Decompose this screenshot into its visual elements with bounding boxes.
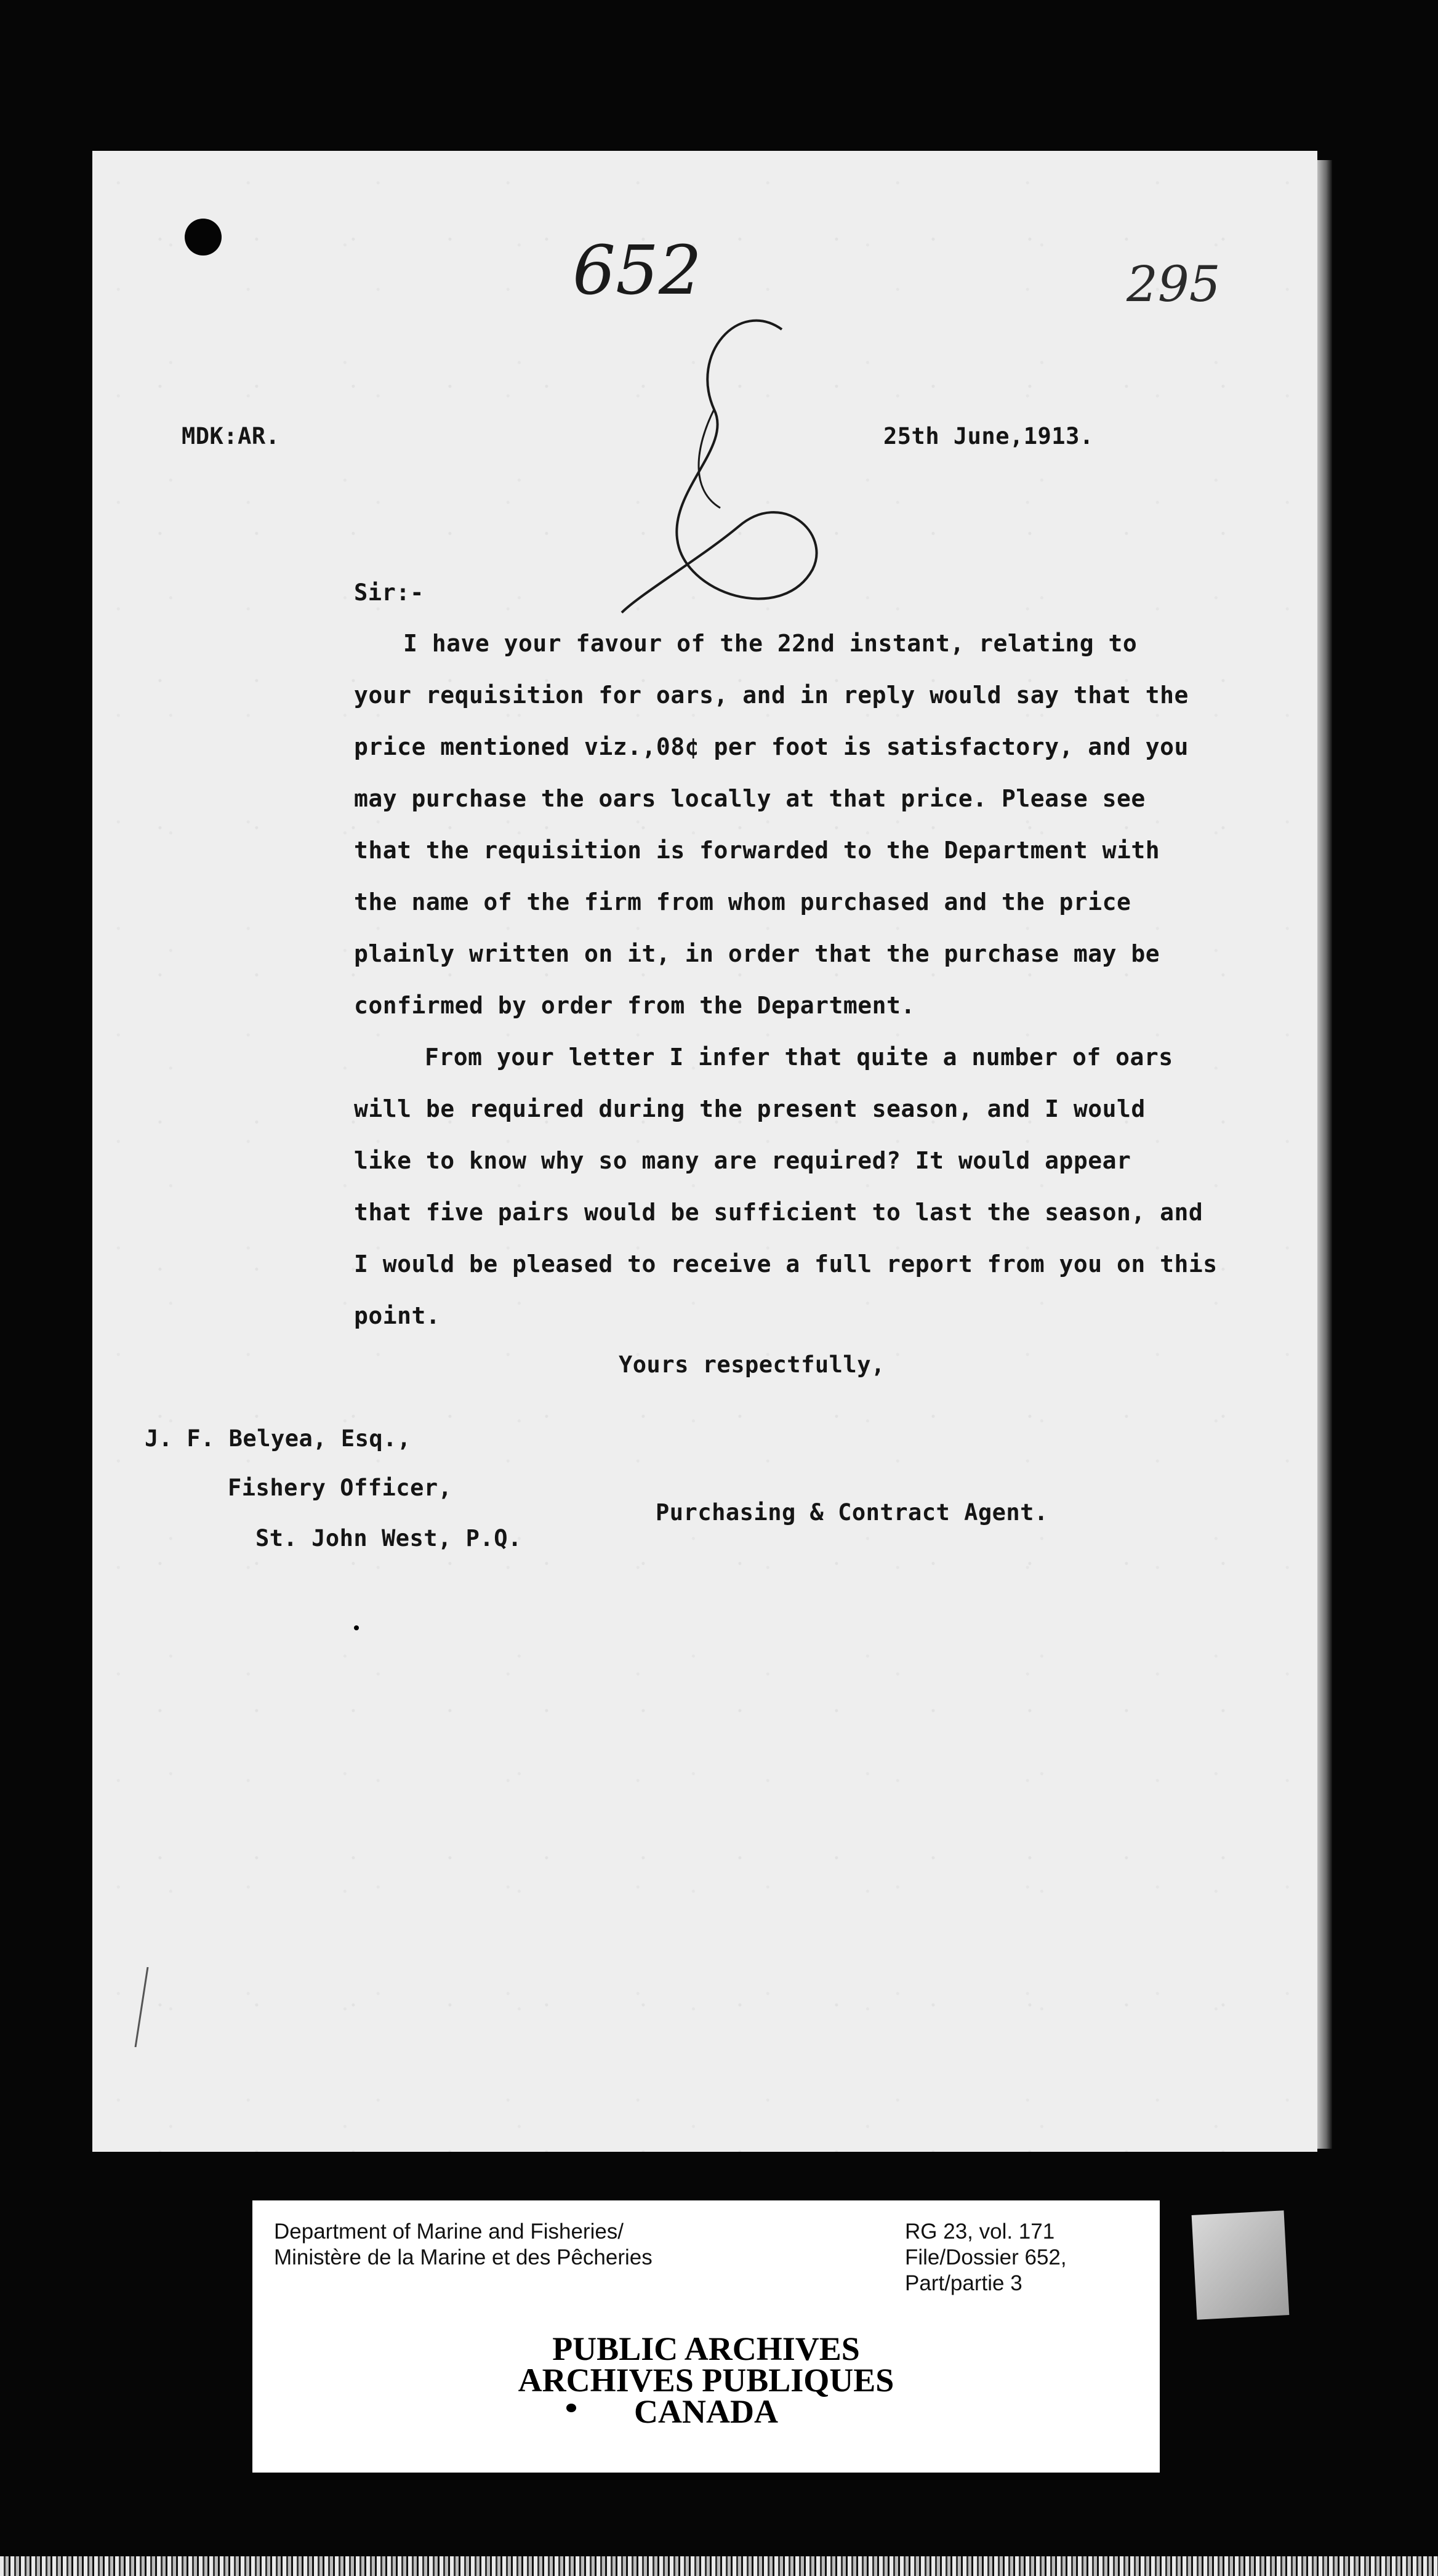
salutation: Sir:- [354, 579, 424, 606]
handwritten-file-number: 652 [572, 231, 702, 310]
paragraph-1-line-4: may purchase the oars locally at that price. Please see [354, 785, 1146, 812]
paragraph-1-line-8: confirmed by order from the Department. [354, 992, 915, 1019]
label-file-dossier: File/Dossier 652, [905, 2245, 1067, 2269]
addressee-name: J. F. Belyea, Esq., [145, 1425, 411, 1452]
paragraph-1-line-2: your requisition for oars, and in reply would say that the [354, 682, 1189, 709]
letter-date: 25th June,1913. [883, 423, 1094, 449]
paragraph-2-line-4: that five pairs would be sufficient to last the season, and [354, 1199, 1203, 1226]
handwritten-page-number: 295 [1127, 256, 1221, 313]
signature-title: Purchasing & Contract Agent. [656, 1499, 1048, 1526]
archives-title-fr: ARCHIVES PUBLIQUES [518, 2362, 894, 2399]
paragraph-1-line-3: price mentioned viz.,08¢ per foot is satisfactory, and you [354, 733, 1189, 760]
label-record-group: RG 23, vol. 171 [905, 2220, 1055, 2244]
film-edge-strip [0, 2556, 1438, 2576]
paragraph-2-line-3: like to know why so many are required? It would appear [354, 1147, 1131, 1174]
pencil-stroke [129, 1967, 154, 2047]
label-department-en: Department of Marine and Fisheries/ [274, 2220, 624, 2244]
letter-page [92, 151, 1317, 2152]
paragraph-1-line-6: the name of the firm from whom purchased and the price [354, 888, 1131, 916]
paragraph-2-line-1: From your letter I infer that quite a number of oars [425, 1044, 1173, 1071]
archive-label-card [252, 2200, 1160, 2473]
addressee-location: St. John West, P.Q. [255, 1525, 522, 1552]
archives-title-en: PUBLIC ARCHIVES [552, 2330, 860, 2367]
reference-initials: MDK:AR. [182, 423, 280, 449]
paragraph-1-line-1: I have your favour of the 22nd instant, relating to [403, 630, 1138, 657]
paragraph-2-line-6: point. [354, 1302, 441, 1329]
paper-scrap [1192, 2210, 1290, 2320]
handwritten-large-c-mark [597, 305, 905, 650]
ink-speck [354, 1625, 359, 1630]
punch-hole [185, 219, 222, 256]
addressee-title: Fishery Officer, [228, 1475, 452, 1501]
paragraph-1-line-7: plainly written on it, in order that the purchase may be [354, 940, 1160, 967]
closing: Yours respectfully, [619, 1351, 885, 1378]
page-edge-shadow [1317, 160, 1332, 2149]
paragraph-2-line-2: will be required during the present season, and I would [354, 1095, 1146, 1122]
label-ink-dot [566, 2404, 576, 2412]
label-part: Part/partie 3 [905, 2271, 1022, 2295]
label-department-fr: Ministère de la Marine et des Pêcheries [274, 2245, 653, 2269]
paragraph-1-line-5: that the requisition is forwarded to the Department with [354, 837, 1160, 864]
archives-country: CANADA [634, 2393, 778, 2430]
paragraph-2-line-5: I would be pleased to receive a full report from you on this [354, 1250, 1218, 1278]
